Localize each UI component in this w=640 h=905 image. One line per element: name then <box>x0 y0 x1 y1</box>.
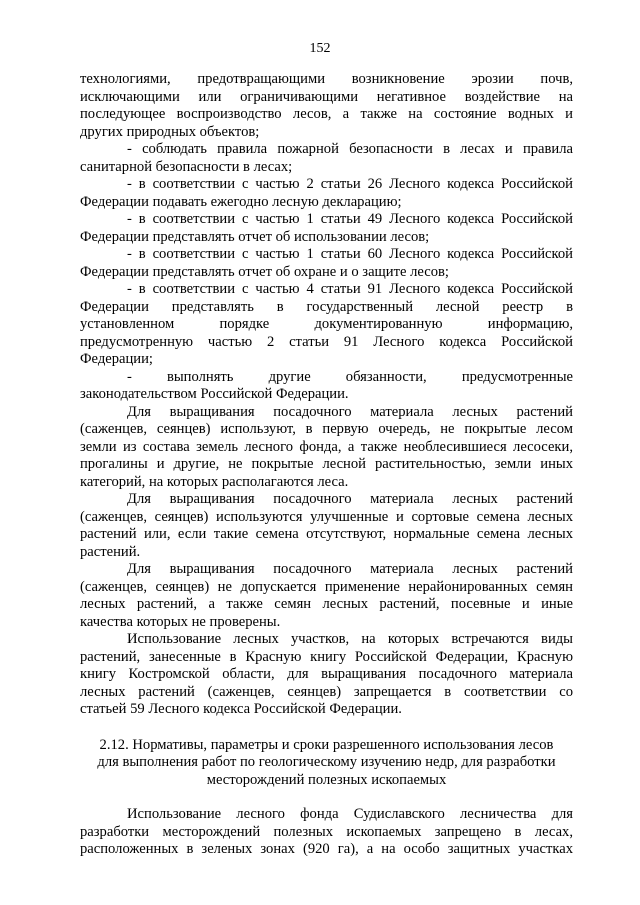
text-line: расположенных в зеленых зонах (920 га), а на особо защитных участках <box>80 841 573 857</box>
text-line: (саженцев, сеянцев) используют, в первую очередь, не покрытые лесом <box>80 421 573 437</box>
text-line: качества которых не проверены. <box>80 613 281 630</box>
text-block-obligations <box>80 71 573 719</box>
text-line: лесных растений (саженцев, сеянцев) запрещается в соответствии со <box>80 683 573 700</box>
text-line: законодательством Российской Федерации. <box>80 386 349 402</box>
document-body <box>80 71 573 859</box>
text-line: Федерации представлять в государственный лесной реестр в <box>80 298 573 315</box>
section-heading-line: 2.12. Нормативы, параметры и сроки разрешенного использования лесов <box>99 736 554 753</box>
text-line: установленном порядке документированную информацию, <box>80 316 573 332</box>
text-line: - в соответствии с частью 1 статьи 60 Лесного кодекса Российской <box>127 246 573 262</box>
text-line: Федерации представлять отчет об использовании лесов; <box>80 228 430 245</box>
section-heading-line: для выполнения работ по геологическому изучению недр, для разработки <box>97 754 556 770</box>
text-block-geology <box>80 806 573 859</box>
text-line: Федерации; <box>80 351 153 367</box>
text-line: статьей 59 Лесного кодекса Российской Федерации. <box>80 701 402 717</box>
page-number: 152 <box>309 41 331 56</box>
text-line: книгу Костромской области, для выращивания посадочного материала <box>80 666 573 682</box>
text-line: Для выращивания посадочного материала лесных растений <box>127 491 573 507</box>
text-line: Федерации подавать ежегодно лесную декларацию; <box>80 193 402 210</box>
text-line: Использование лесного фонда Судиславского лесничества для <box>127 806 573 822</box>
text-line: (саженцев, сеянцев) не допускается применение нерайонированных семян <box>80 578 573 595</box>
text-line: технологиями, предотвращающими возникновение эрозии почв, <box>80 71 573 87</box>
text-line: Для выращивания посадочного материала лесных растений <box>127 403 573 420</box>
text-line: прогалины и другие, не покрытые лесной растительностью, земли иных <box>80 456 573 472</box>
text-line: Использование лесных участков, на которых встречаются виды <box>127 631 573 647</box>
text-line: исключающими или ограничивающими негативное воздействие на <box>80 88 573 105</box>
text-line: Федерации представлять отчет об охране и о защите лесов; <box>80 263 449 280</box>
text-line: (саженцев, сеянцев) используются улучшенные и сортовые семена лесных <box>80 508 573 525</box>
text-line: - в соответствии с частью 2 статьи 26 Лесного кодекса Российской <box>127 176 573 192</box>
text-line: лесных растений, а также семян лесных растений, посевные и иные <box>80 596 573 612</box>
section-spacer <box>80 719 573 737</box>
text-line: категорий, на которых располагаются леса. <box>80 473 349 490</box>
text-line: растений, занесенные в Красную книгу Российской Федерации, Красную <box>80 648 573 665</box>
text-line: санитарной безопасности в лесах; <box>80 158 293 175</box>
section-heading-line: месторождений полезных ископаемых <box>206 771 447 788</box>
text-line: - в соответствии с частью 4 статьи 91 Лесного кодекса Российской <box>127 281 573 297</box>
text-line: последующее воспроизводство лесов, а также на состояние водных и <box>80 106 573 122</box>
section-spacer <box>80 789 573 806</box>
text-line: земли из состава земель лесного фонда, а также необлесившиеся лесосеки, <box>80 438 573 455</box>
text-line: - соблюдать правила пожарной безопасности в лесах и правила <box>127 141 573 157</box>
text-line: растений или, если такие семена отсутствуют, нормальные семена лесных <box>80 526 573 542</box>
section-heading <box>80 737 573 790</box>
text-line: предусмотренную частью 2 статьи 91 Лесного кодекса Российской <box>80 333 573 350</box>
text-line: растений. <box>80 543 141 560</box>
text-line: разработки месторождений полезных ископаемых запрещено в лесах, <box>80 823 573 840</box>
text-line: - в соответствии с частью 1 статьи 49 Лесного кодекса Российской <box>127 211 573 227</box>
text-line: - выполнять другие обязанности, предусмотренные <box>127 368 573 385</box>
text-line: других природных объектов; <box>80 123 260 140</box>
text-line: Для выращивания посадочного материала лесных растений <box>127 561 573 577</box>
